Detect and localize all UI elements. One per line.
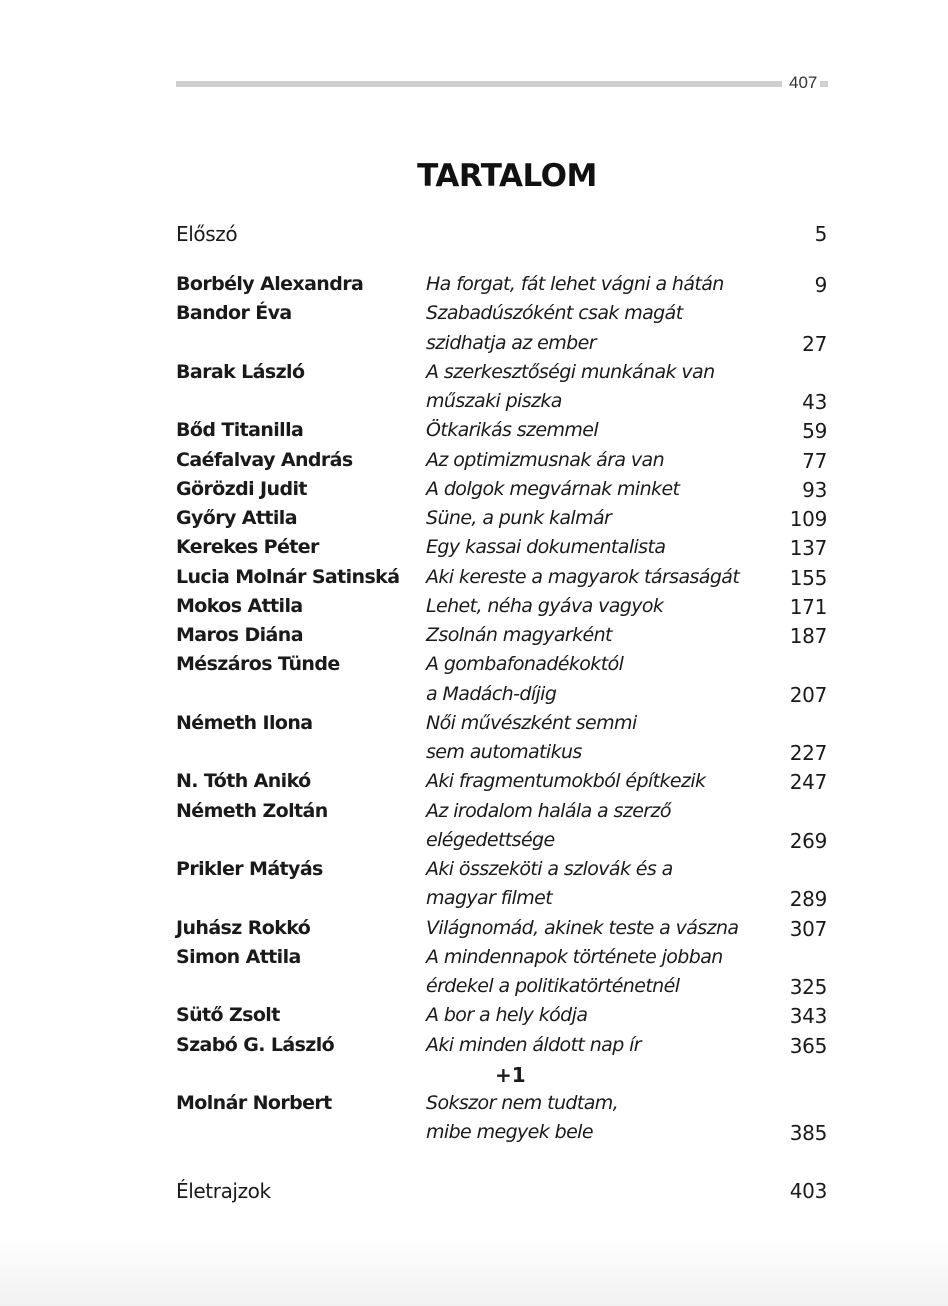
toc-entry[interactable] <box>0 1092 948 1122</box>
work-title: Lehet, néha gyáva vagyok <box>426 594 664 617</box>
page-number-ref: 343 <box>789 1004 827 1029</box>
page-number-ref: 187 <box>789 624 827 648</box>
work-title: Aki összeköti a szlovák és a <box>426 858 673 880</box>
author-name: Mészáros Tünde <box>176 653 340 676</box>
page-number-ref: 43 <box>802 390 827 414</box>
work-title: Sokszor nem tudtam, <box>426 1092 619 1114</box>
page-number-ref: 155 <box>789 565 827 590</box>
toc-entry[interactable] <box>0 478 948 508</box>
page-number-ref: 365 <box>789 1033 827 1058</box>
work-title: elégedettsége <box>426 828 555 851</box>
work-title: A bor a hely kódja <box>426 1004 588 1027</box>
toc-entry-continuation[interactable] <box>0 683 948 713</box>
page-number-ref: 403 <box>789 1179 827 1203</box>
page-title: TARTALOM <box>417 158 597 194</box>
author-name: Lucia Molnár Satinská <box>176 565 400 588</box>
page-number-ref: 247 <box>789 770 827 795</box>
toc-entry[interactable] <box>0 419 948 449</box>
toc-entry[interactable] <box>0 770 948 800</box>
toc-foreword[interactable] <box>0 222 948 252</box>
work-title: műszaki piszka <box>426 390 562 412</box>
page-number-ref: 5 <box>814 222 827 246</box>
foreword-label: Előszó <box>176 222 238 246</box>
work-title: Zsolnán magyarként <box>426 624 612 646</box>
page-number-ref: 325 <box>789 975 827 999</box>
page-number-ref: 9 <box>814 273 827 297</box>
author-name: Bőd Titanilla <box>176 419 304 442</box>
page-number-ref: 385 <box>789 1121 827 1146</box>
work-title: szidhatja az ember <box>426 331 596 354</box>
toc-entry[interactable] <box>0 536 948 566</box>
work-title: Ötkarikás szemmel <box>426 419 599 442</box>
toc-entry-continuation[interactable] <box>0 741 948 771</box>
work-title: magyar filmet <box>426 887 553 910</box>
author-name: Sütő Zsolt <box>176 1004 280 1027</box>
toc-entry[interactable] <box>0 449 948 479</box>
toc-entry-continuation[interactable] <box>0 887 948 917</box>
author-name: Németh Zoltán <box>176 799 328 822</box>
page-number-ref: 227 <box>789 741 827 765</box>
work-title: Az optimizmusnak ára van <box>426 448 665 471</box>
toc-entry-continuation[interactable] <box>0 332 948 362</box>
toc-entry[interactable] <box>0 624 948 654</box>
toc-entry[interactable] <box>0 566 948 596</box>
author-name: Kerekes Péter <box>176 536 319 559</box>
work-title: Szabadúszóként csak magát <box>426 302 683 325</box>
toc-entry[interactable] <box>0 1004 948 1034</box>
author-name: Németh Ilona <box>176 711 313 734</box>
author-name: Maros Diána <box>176 624 303 646</box>
toc-entry-continuation[interactable] <box>0 1121 948 1151</box>
toc-biographies[interactable] <box>0 1179 948 1209</box>
work-title: érdekel a politikatörténetnél <box>426 975 680 997</box>
toc-bonus-marker <box>0 1063 948 1093</box>
page-number-ref: 207 <box>789 682 827 707</box>
bonus-label: +1 <box>495 1062 526 1087</box>
author-name: Caéfalvay András <box>176 448 353 471</box>
author-name: Bandor Éva <box>176 302 292 325</box>
page-number-ref: 27 <box>802 331 827 356</box>
page-number-ref: 109 <box>789 507 827 531</box>
work-title: A gombafonadékoktól <box>426 653 624 676</box>
work-title: Aki kereste a magyarok társaságát <box>426 565 740 588</box>
author-name: Barak László <box>176 360 305 383</box>
work-title: a Madách-díjig <box>426 682 557 705</box>
author-name: N. Tóth Anikó <box>176 770 311 793</box>
work-title: mibe megyek bele <box>426 1121 593 1144</box>
toc-entry[interactable] <box>0 595 948 625</box>
work-title: Aki minden áldott nap ír <box>426 1033 642 1056</box>
work-title: sem automatikus <box>426 741 582 763</box>
work-title: Női művészként semmi <box>426 711 637 734</box>
toc-entry[interactable] <box>0 653 948 683</box>
toc-entry[interactable] <box>0 361 948 391</box>
author-name: Mokos Attila <box>176 594 303 617</box>
author-name: Simon Attila <box>176 945 301 968</box>
toc-entry[interactable] <box>0 712 948 742</box>
work-title: Süne, a punk kalmár <box>426 507 612 529</box>
author-name: Prikler Mátyás <box>176 858 323 880</box>
author-name: Görözdi Judit <box>176 477 307 500</box>
toc-entry[interactable] <box>0 507 948 537</box>
work-title: A mindennapok története jobban <box>426 945 723 968</box>
work-title: A szerkesztőségi munkának van <box>426 360 715 383</box>
page-edge-shade <box>0 1236 948 1306</box>
toc-entry-continuation[interactable] <box>0 975 948 1005</box>
work-title: A dolgok megvárnak minket <box>426 477 680 500</box>
work-title: Az irodalom halála a szerző <box>426 799 671 822</box>
page-number-ref: 289 <box>789 887 827 912</box>
toc-entry[interactable] <box>0 858 948 888</box>
page-number-ref: 269 <box>789 828 827 853</box>
page-number-ref: 171 <box>789 594 827 619</box>
toc-entry-continuation[interactable] <box>0 390 948 420</box>
page-number: 407 <box>789 73 818 92</box>
toc-entry[interactable] <box>0 800 948 830</box>
work-title: Egy kassai dokumentalista <box>426 536 666 559</box>
author-name: Győry Attila <box>176 507 297 529</box>
page-number-ref: 137 <box>789 536 827 561</box>
toc-entry[interactable] <box>0 917 948 947</box>
biographies-label: Életrajzok <box>176 1179 271 1203</box>
header-rule-tail <box>820 81 828 87</box>
toc-entry[interactable] <box>0 273 948 303</box>
toc-entry-continuation[interactable] <box>0 829 948 859</box>
page-number-ref: 77 <box>802 448 827 473</box>
toc-entry[interactable] <box>0 1034 948 1064</box>
toc-entry[interactable] <box>0 302 948 332</box>
work-title: Ha forgat, fát lehet vágni a hátán <box>426 273 724 295</box>
page-number-ref: 59 <box>802 419 827 444</box>
author-name: Molnár Norbert <box>176 1092 332 1114</box>
work-title: Aki fragmentumokból építkezik <box>426 770 706 793</box>
author-name: Borbély Alexandra <box>176 273 364 295</box>
toc-entry[interactable] <box>0 946 948 976</box>
page-number-ref: 93 <box>802 477 827 502</box>
author-name: Szabó G. László <box>176 1033 335 1056</box>
author-name: Juhász Rokkó <box>176 916 311 939</box>
header-rule <box>176 81 782 87</box>
work-title: Világnomád, akinek teste a vászna <box>426 916 739 939</box>
page-number-ref: 307 <box>789 916 827 941</box>
